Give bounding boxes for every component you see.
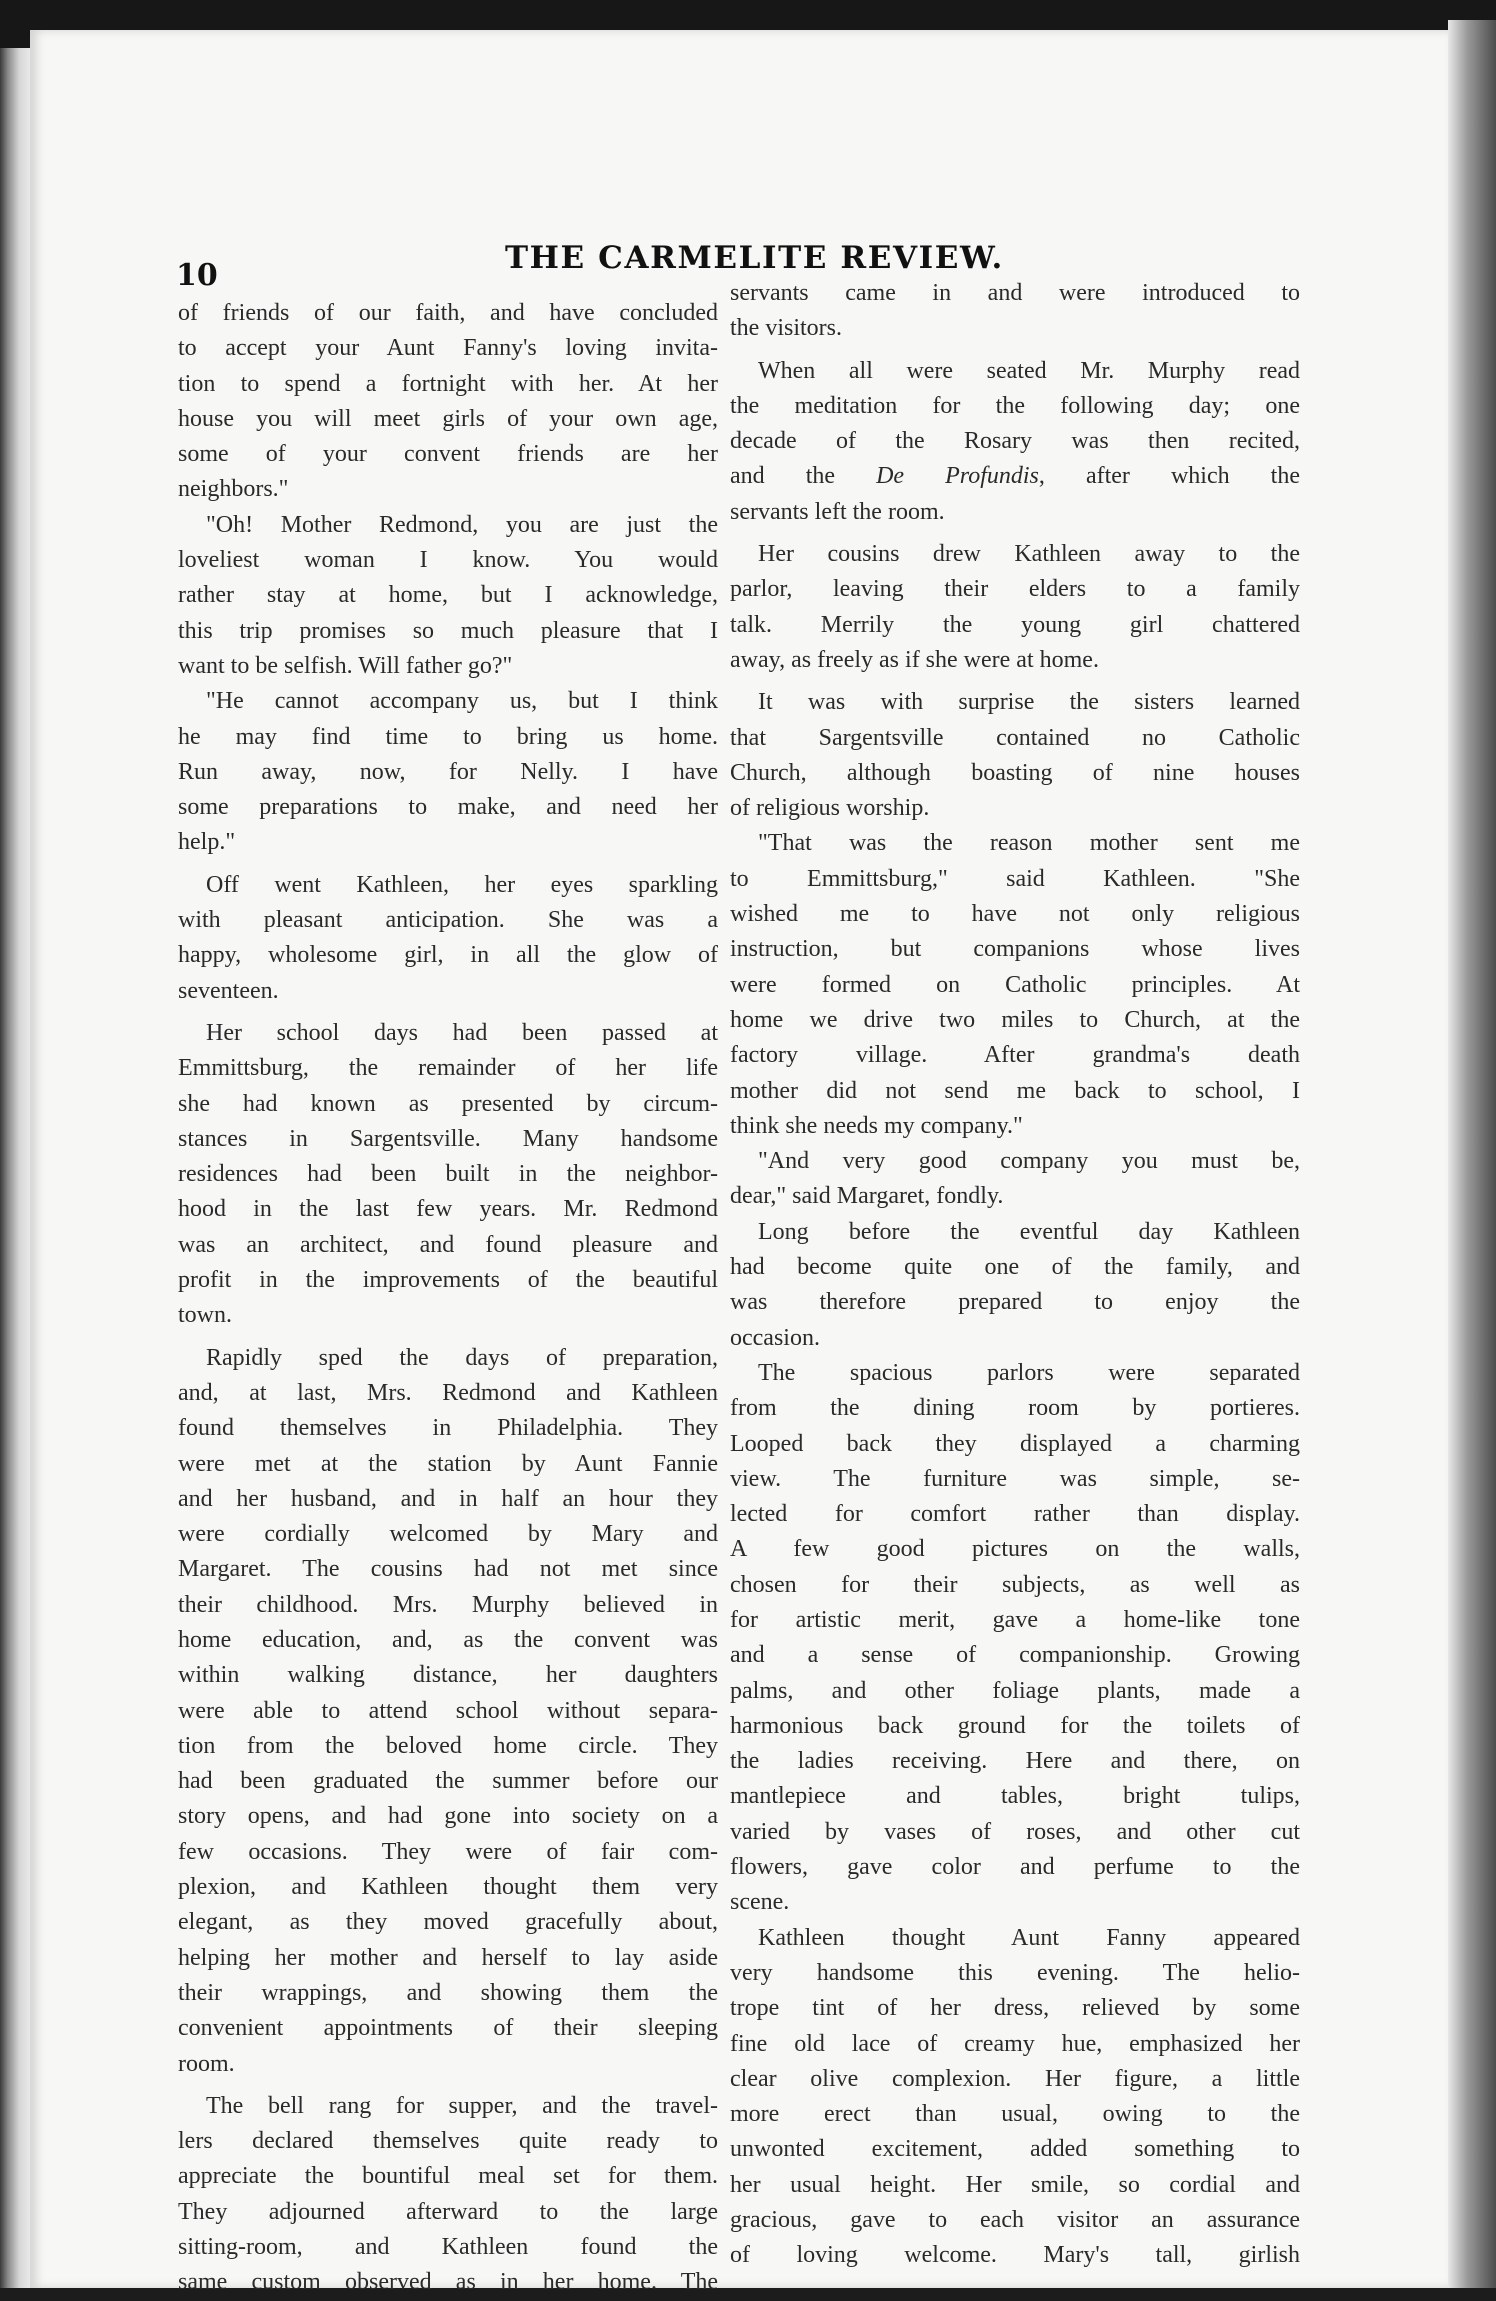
text-line: instruction, but companions whose lives bbox=[730, 936, 1300, 963]
text-line: unwonted excitement, added something to bbox=[730, 2136, 1300, 2163]
text-line: "Oh! Mother Redmond, you are just the bbox=[206, 511, 718, 538]
text-line: Run away, now, for Nelly. I have bbox=[178, 758, 718, 785]
text-line: that Sargentsville contained no Catholic bbox=[730, 724, 1300, 751]
text-line: and her husband, and in half an hour they bbox=[178, 1485, 718, 1512]
text-line: Rapidly sped the days of preparation, bbox=[206, 1344, 718, 1371]
text-line: found themselves in Philadelphia. They bbox=[178, 1415, 718, 1442]
text-line: house you will meet girls of your own age, bbox=[178, 405, 718, 432]
text-line: When all were seated Mr. Murphy read bbox=[758, 357, 1300, 384]
text-line: hood in the last few years. Mr. Redmond bbox=[178, 1196, 718, 1223]
text-line: factory village. After grandma's death bbox=[730, 1042, 1300, 1069]
text-line: was therefore prepared to enjoy the bbox=[730, 1289, 1300, 1316]
text-line: fine old lace of creamy hue, emphasized her bbox=[730, 2030, 1300, 2057]
text-line: Looped back they displayed a charming bbox=[730, 1430, 1300, 1457]
text-line: helping her mother and herself to lay aside bbox=[178, 1944, 718, 1971]
text-line: Long before the eventful day Kathleen bbox=[758, 1218, 1300, 1245]
text-line: home education, and, as the convent was bbox=[178, 1626, 718, 1653]
text-line: were formed on Catholic principles. At bbox=[730, 971, 1300, 998]
text-line: their wrappings, and showing them the bbox=[178, 1979, 718, 2006]
text-line: room. bbox=[178, 2050, 235, 2077]
text-line: more erect than usual, owing to the bbox=[730, 2101, 1300, 2128]
text-line: profit in the improvements of the beautiful bbox=[178, 1267, 718, 1294]
text-line: parlor, leaving their elders to a family bbox=[730, 576, 1300, 603]
text-line: were cordially welcomed by Mary and bbox=[178, 1521, 718, 1548]
text-line: convenient appointments of their sleeping bbox=[178, 2015, 718, 2042]
text-line: mantlepiece and tables, bright tulips, bbox=[730, 1783, 1300, 1810]
text-line: some preparations to make, and need her bbox=[178, 794, 718, 821]
left-column bbox=[178, 296, 718, 2301]
text-line: appreciate the bountiful meal set for them. bbox=[178, 2163, 718, 2190]
text-line: Kathleen thought Aunt Fanny appeared bbox=[758, 1924, 1300, 1951]
text-line: Margaret. The cousins had not met since bbox=[178, 1556, 718, 1583]
text-line: of friends of our faith, and have concluded bbox=[178, 300, 718, 326]
text-line: Her cousins drew Kathleen away to the bbox=[758, 541, 1300, 568]
text-line: tion to spend a fortnight with her. At her bbox=[178, 370, 718, 397]
text-line: stances in Sargentsville. Many handsome bbox=[178, 1125, 718, 1152]
text-line: talk. Merrily the young girl chattered bbox=[730, 611, 1300, 638]
text-line: and, at last, Mrs. Redmond and Kathleen bbox=[178, 1379, 718, 1406]
text-line: "He cannot accompany us, but I think bbox=[206, 688, 718, 715]
right-column bbox=[730, 276, 1300, 2274]
text-line: the visitors. bbox=[730, 315, 842, 342]
text-line: were able to attend school without separa- bbox=[178, 1697, 718, 1724]
text-line: with pleasant anticipation. She was a bbox=[178, 907, 718, 934]
text-line: to accept your Aunt Fanny's loving invita- bbox=[178, 335, 718, 362]
text-line: had been graduated the summer before our bbox=[178, 1768, 718, 1795]
text-line: to Emmittsburg," said Kathleen. "She bbox=[730, 865, 1300, 892]
text-line: servants left the room. bbox=[730, 498, 945, 525]
text-line: away, as freely as if she were at home. bbox=[730, 646, 1099, 673]
text-line: tion from the beloved home circle. They bbox=[178, 1732, 718, 1759]
text-line: wished me to have not only religious bbox=[730, 901, 1300, 928]
text-line: for artistic merit, gave a home-like tone bbox=[730, 1606, 1300, 1633]
running-head: THE CARMELITE REVIEW. bbox=[505, 240, 1004, 276]
text-line: loveliest woman I know. You would bbox=[178, 547, 718, 574]
text-line: "And very good company you must be, bbox=[758, 1148, 1300, 1175]
text-line: A few good pictures on the walls, bbox=[730, 1536, 1300, 1563]
text-line: the meditation for the following day; one bbox=[730, 392, 1300, 419]
text-line: dear," said Margaret, fondly. bbox=[730, 1183, 1004, 1210]
text-line: view. The furniture was simple, se- bbox=[730, 1465, 1300, 1492]
text-line: rather stay at home, but I acknowledge, bbox=[178, 582, 718, 609]
text-line: was an architect, and found pleasure and bbox=[178, 1231, 718, 1258]
text-line: the ladies receiving. Here and there, on bbox=[730, 1748, 1300, 1775]
text-line: home we drive two miles to Church, at the bbox=[730, 1006, 1300, 1033]
text-fragment: , after which the bbox=[1038, 463, 1300, 490]
text-line: Emmittsburg, the remainder of her life bbox=[178, 1055, 718, 1082]
text-line: neighbors." bbox=[178, 476, 289, 503]
text-fragment: and the bbox=[730, 463, 877, 490]
text-line: town. bbox=[178, 1302, 232, 1329]
text-line: help." bbox=[178, 829, 236, 856]
text-line: of religious worship. bbox=[730, 795, 930, 822]
text-line: same custom observed as in her home. The bbox=[178, 2269, 718, 2296]
text-line: her usual height. Her smile, so cordial and bbox=[730, 2171, 1300, 2198]
text-line: occasion. bbox=[730, 1324, 820, 1351]
text-line: Her school days had been passed at bbox=[206, 1019, 718, 1046]
text-line: It was with surprise the sisters learned bbox=[758, 689, 1300, 716]
text-line: plexion, and Kathleen thought them very bbox=[178, 1874, 718, 1901]
text-line: scene. bbox=[730, 1889, 790, 1916]
text-line: happy, wholesome girl, in all the glow of bbox=[178, 942, 718, 969]
text-line: palms, and other foliage plants, made a bbox=[730, 1677, 1300, 1704]
text-line: trope tint of her dress, relieved by some bbox=[730, 1995, 1300, 2022]
text-line: "That was the reason mother sent me bbox=[758, 830, 1300, 857]
text-line: gracious, gave to each visitor an assurance bbox=[730, 2207, 1300, 2234]
text-line: lers declared themselves quite ready to bbox=[178, 2128, 718, 2155]
text-line: mother did not send me back to school, I bbox=[730, 1077, 1300, 1104]
text-line: varied by vases of roses, and other cut bbox=[730, 1818, 1300, 1845]
text-line: some of your convent friends are her bbox=[178, 441, 718, 468]
text-line: think she needs my company." bbox=[730, 1112, 1023, 1139]
text-line: The spacious parlors were separated bbox=[758, 1359, 1300, 1386]
text-line: elegant, as they moved gracefully about, bbox=[178, 1909, 718, 1936]
text-line: very handsome this evening. The helio- bbox=[730, 1959, 1300, 1986]
text-line: residences had been built in the neighbor- bbox=[178, 1161, 718, 1188]
text-line: sitting-room, and Kathleen found the bbox=[178, 2234, 718, 2261]
text-line: she had known as presented by circum- bbox=[178, 1090, 718, 1117]
page-number: 10 bbox=[176, 258, 218, 293]
text-line: decade of the Rosary was then recited, bbox=[730, 428, 1300, 455]
text-line: Church, although boasting of nine houses bbox=[730, 759, 1300, 786]
text-line: and a sense of companionship. Growing bbox=[730, 1642, 1300, 1669]
text-line bbox=[730, 459, 1300, 494]
book-spine-edge bbox=[0, 48, 32, 2288]
text-line: Off went Kathleen, her eyes sparkling bbox=[206, 871, 718, 898]
italic-title: De Profundis bbox=[876, 463, 1039, 490]
text-line: of loving welcome. Mary's tall, girlish bbox=[730, 2242, 1300, 2269]
text-line: clear olive complexion. Her figure, a little bbox=[730, 2065, 1300, 2092]
text-line: want to be selfish. Will father go?" bbox=[178, 652, 513, 679]
text-line: flowers, gave color and perfume to the bbox=[730, 1854, 1300, 1881]
text-line: few occasions. They were of fair com- bbox=[178, 1838, 718, 1865]
text-line: story opens, and had gone into society on a bbox=[178, 1803, 718, 1830]
text-line: chosen for their subjects, as well as bbox=[730, 1571, 1300, 1598]
text-line: this trip promises so much pleasure that I bbox=[178, 617, 718, 644]
text-line: had become quite one of the family, and bbox=[730, 1254, 1300, 1281]
text-line: seventeen. bbox=[178, 977, 279, 1004]
text-line: The bell rang for supper, and the travel- bbox=[206, 2092, 718, 2119]
page-stack-edge bbox=[1448, 20, 1496, 2288]
text-line: within walking distance, her daughters bbox=[178, 1662, 718, 1689]
text-line: harmonious back ground for the toilets of bbox=[730, 1712, 1300, 1739]
text-line: They adjourned afterward to the large bbox=[178, 2198, 718, 2225]
text-line: he may find time to bring us home. bbox=[178, 723, 718, 750]
text-line: servants came in and were introduced to bbox=[730, 280, 1300, 306]
text-line: were met at the station by Aunt Fannie bbox=[178, 1450, 718, 1477]
text-line: lected for comfort rather than display. bbox=[730, 1501, 1300, 1528]
text-line: from the dining room by portieres. bbox=[730, 1395, 1300, 1422]
text-line: their childhood. Mrs. Murphy believed in bbox=[178, 1591, 718, 1618]
